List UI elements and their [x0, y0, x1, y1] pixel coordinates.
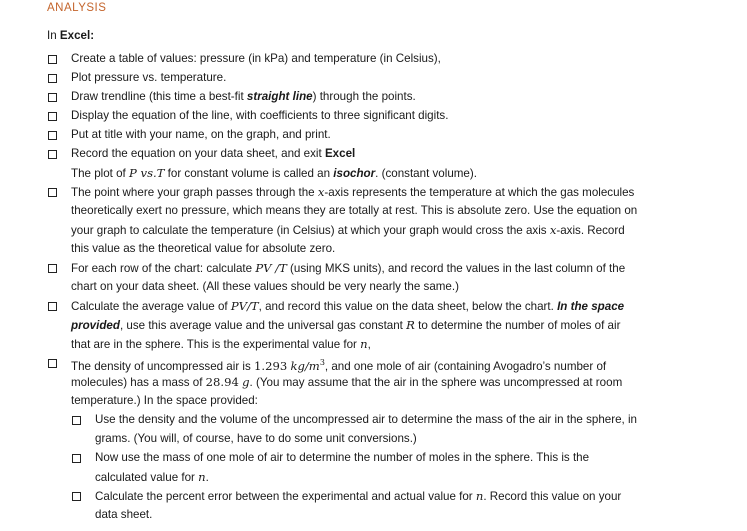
- checkbox-trendline[interactable]: [48, 93, 57, 102]
- checkbox-density[interactable]: [48, 359, 57, 368]
- checkbox-moles[interactable]: [72, 454, 81, 463]
- checkbox-plot[interactable]: [48, 74, 57, 83]
- density-line-3: temperature.) In the space provided:: [71, 394, 258, 407]
- item-record: Record the equation on your data sheet, and exit Excel: [71, 147, 356, 160]
- intro-line: In Excel:: [47, 29, 95, 42]
- pv-t-line-1: For each row of the chart: calculate PV /T (using MKS units), and record the values in the last column of the: [71, 261, 626, 275]
- average-line-1: Calculate the average value of PV/T, and record this value on the data sheet, below the chart. In the space: [71, 299, 625, 313]
- subitem-moles-line-2: calculated value for n.: [95, 470, 209, 484]
- item-create-table: Create a table of values: pressure (in kPa) and temperature (in Celsius),: [71, 52, 441, 65]
- item-equation: Display the equation of the line, with coefficients to three significant digits.: [71, 109, 449, 122]
- checkbox-mass-of-air[interactable]: [72, 416, 81, 425]
- average-line-2: provided, use this average value and the universal gas constant R to determine the number of moles of air: [71, 318, 621, 332]
- checkbox-record[interactable]: [48, 150, 57, 159]
- subitem-moles-line-1: Now use the mass of one mole of air to determine the number of moles in the sphere. This is the: [95, 451, 590, 464]
- average-line-3: that are in the sphere. This is the experimental value for n,: [71, 337, 371, 351]
- pv-t-line-2: chart on your data sheet. (All these values should be very nearly the same.): [71, 280, 459, 293]
- absolute-zero-line-2: theoretically exert no pressure, which means they are totally at rest. This is absolute zero. Use the equation on: [71, 204, 638, 217]
- item-plot: Plot pressure vs. temperature.: [71, 71, 227, 84]
- isochor-note: The plot of P vs.T for constant volume is called an isochor. (constant volume).: [71, 166, 477, 180]
- subitem-mass-line-2: grams. (You will, of course, have to do some unit conversions.): [95, 432, 417, 445]
- item-trendline: Draw trendline (this time a best-fit straight line) through the points.: [71, 90, 416, 103]
- checkbox-absolute-zero[interactable]: [48, 188, 57, 197]
- density-line-2: molecules) has a mass of 28.94 g. (You may assume that the air in the sphere was uncompressed at room: [71, 375, 623, 389]
- item-title: Put at title with your name, on the graph, and print.: [71, 128, 331, 141]
- density-line-1: The density of uncompressed air is 1.293 $kg/m^3$, and one mole of air (containing Avogadro’s number of: [71, 358, 607, 373]
- subitem-mass-line-1: Use the density and the volume of the uncompressed air to determine the mass of the air in the sphere, in: [95, 413, 637, 426]
- checkbox-table[interactable]: [48, 55, 57, 64]
- checkbox-equation[interactable]: [48, 112, 57, 121]
- section-heading: ANALYSIS: [47, 2, 107, 14]
- subitem-error-line-2: data sheet.: [95, 508, 153, 521]
- subitem-error-line-1: Calculate the percent error between the experimental and actual value for n. Record this value on your: [95, 489, 622, 503]
- absolute-zero-line-3: your graph to calculate the temperature (in Celsius) at which your graph would cross the axis x-axis. Record: [71, 223, 625, 237]
- checkbox-pv-t[interactable]: [48, 264, 57, 273]
- checkbox-percent-error[interactable]: [72, 492, 81, 501]
- checkbox-title[interactable]: [48, 131, 57, 140]
- absolute-zero-line-1: The point where your graph passes through the x-axis represents the temperature at which the gas molecules: [71, 185, 635, 199]
- absolute-zero-line-4: this value as the theoretical value for absolute zero.: [71, 242, 336, 255]
- checkbox-average[interactable]: [48, 302, 57, 311]
